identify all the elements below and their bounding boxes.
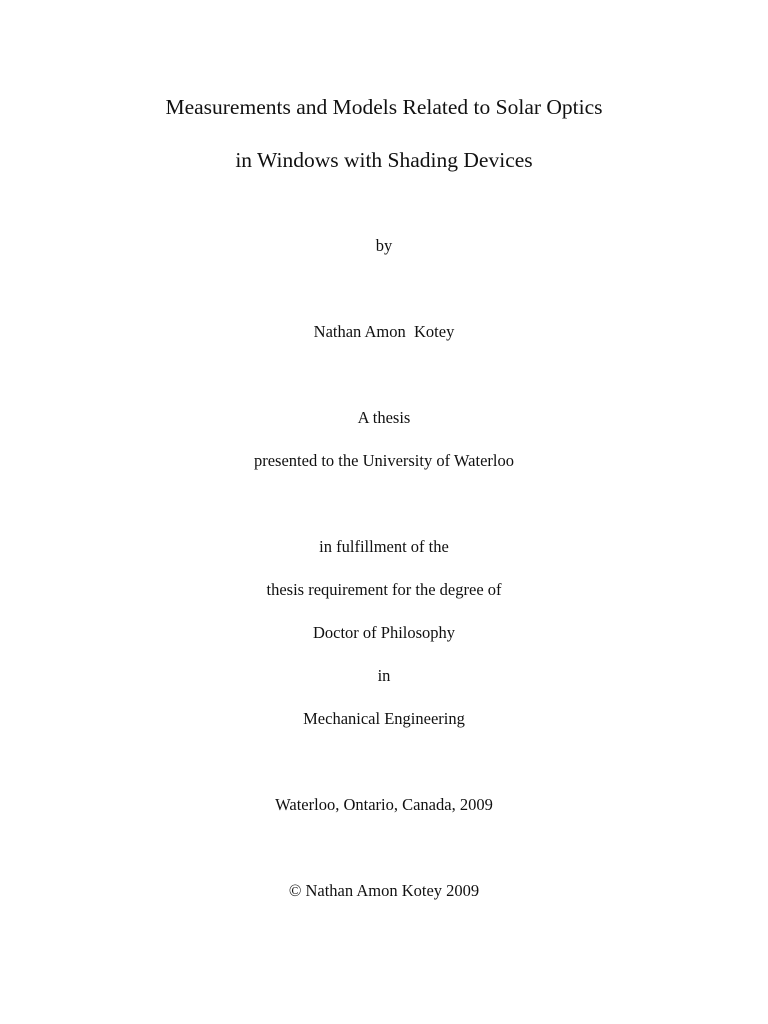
title-line-1: Measurements and Models Related to Solar Optics [165,95,603,119]
copyright-notice: © Nathan Amon Kotey 2009 [288,881,480,900]
by-label: by [375,236,393,255]
presented-to-line: presented to the University of Waterloo [253,451,514,470]
requirement-line: thesis requirement for the degree of [266,580,502,599]
thesis-label: A thesis [357,408,411,427]
fulfillment-line: in fulfillment of the [319,537,449,556]
field-name: Mechanical Engineering [303,709,465,728]
location-year-line: Waterloo, Ontario, Canada, 2009 [275,795,493,814]
title-line-2: in Windows with Shading Devices [235,148,533,172]
in-label: in [377,666,391,685]
degree-name: Doctor of Philosophy [312,623,456,642]
author-name: Nathan Amon Kotey [313,322,455,341]
